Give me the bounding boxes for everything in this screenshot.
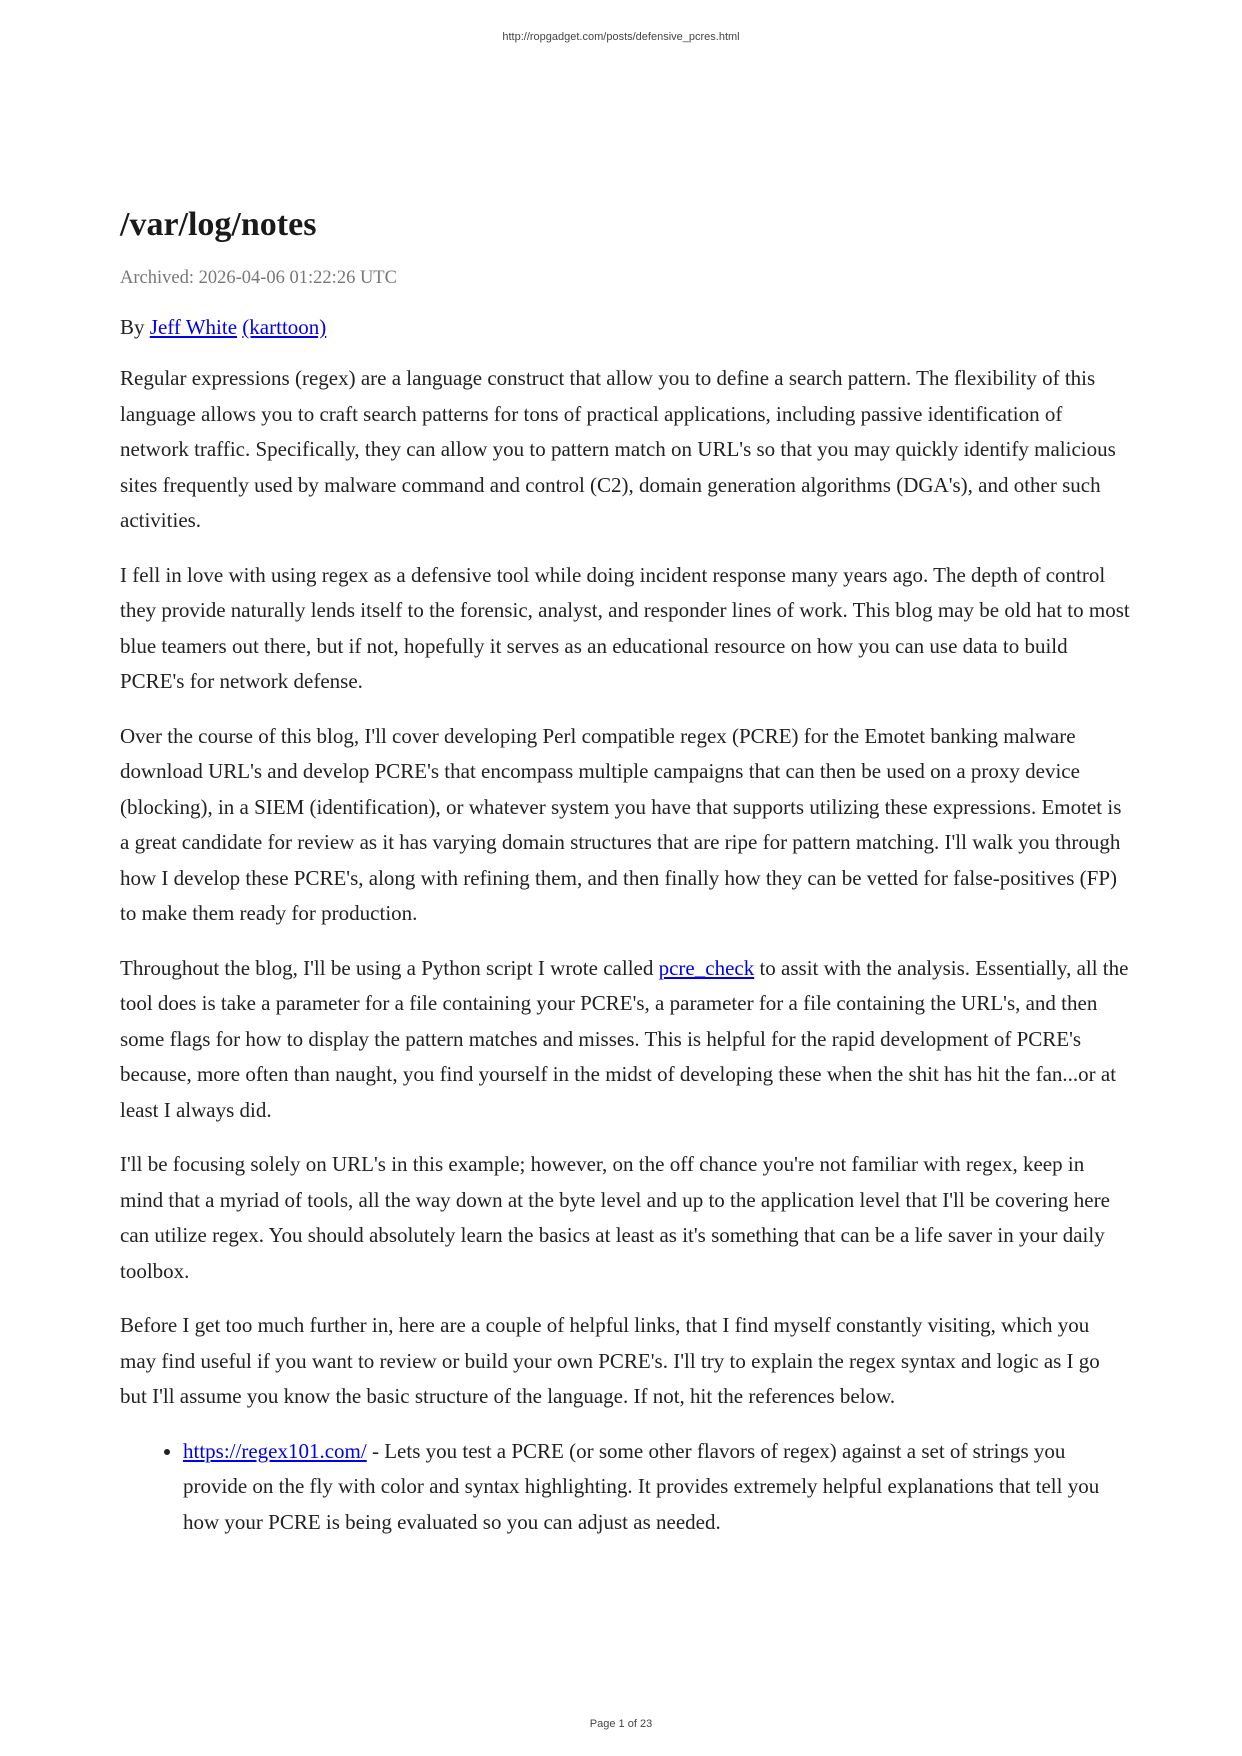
- list-item: [183, 1434, 1130, 1541]
- author-handle-link[interactable]: (karttoon): [242, 314, 327, 339]
- article: [120, 205, 1130, 1540]
- paragraph-tool-text-before: Throughout the blog, I'll be using a Python script I wrote called: [120, 955, 654, 980]
- archived-timestamp: Archived: 2026-04-06 01:22:26 UTC: [120, 267, 397, 288]
- regex101-link[interactable]: https://regex101.com/: [183, 1438, 367, 1463]
- paragraph-intro: Regular expressions (regex) are a language construct that allow you to define a search pattern. The flexibility of this language allows you to craft search patterns for tons of practical applications, including passive identification of network traffic. Specifically, they can allow you to pattern match on URL's so that you may quickly identify malicious sites frequently used by malware command and control (C2), domain generation algorithms (DGA's), and other such activities.: [120, 366, 1116, 533]
- paragraph-tool-text-after: to assit with the analysis. Essentially, all the tool does is take a parameter for a file containing your PCRE's, a parameter for a file containing the URL's, and then some flags for how to display the pattern matches and misses. This is helpful for the rapid development of PCRE's because, more often than naught, you find yourself in the midst of developing these when the shit has hit the fan...or at least I always did.: [120, 955, 1129, 1122]
- article-body: [120, 361, 1130, 1415]
- author-name-link[interactable]: Jeff White: [149, 314, 238, 339]
- page-url-header: http://ropgadget.com/posts/defensive_pcres.html: [502, 31, 740, 43]
- page-number: Page 1 of 23: [589, 1718, 653, 1730]
- paragraph-motivation: I fell in love with using regex as a defensive tool while doing incident response many years ago. The depth of control they provide naturally lends itself to the forensic, analyst, and responder lines of work. This blog may be old hat to most blue teamers out there, but if not, hopefully it serves as an educational resource on how you can use data to build PCRE's for network defense.: [120, 562, 1130, 694]
- reference-links-list: [120, 1434, 1130, 1541]
- regex101-description: - Lets you test a PCRE (or some other flavors of regex) against a set of strings you provide on the fly with color and syntax highlighting. It provides extremely helpful explanations that tell you how your PCRE is being evaluated so you can adjust as needed.: [183, 1438, 1100, 1534]
- paragraph-references: Before I get too much further in, here are a couple of helpful links, that I find myself constantly visiting, which you may find useful if you want to review or build your own PCRE's. I'll try to explain the regex syntax and logic as I go but I'll assume you know the basic structure of the language. If not, hit the references below.: [120, 1313, 1100, 1409]
- paragraph-focus: I'll be focusing solely on URL's in this example; however, on the off chance you're not familiar with regex, keep in mind that a myriad of tools, all the way down at the byte level and up to the application level that I'll be covering here can utilize regex. You should absolutely learn the basics at least as it's something that can be a life saver in your daily toolbox.: [120, 1152, 1110, 1283]
- paragraph-overview: Over the course of this blog, I'll cover developing Perl compatible regex (PCRE) for the Emotet banking malware download URL's and develop PCRE's that encompass multiple campaigns that can then be used on a proxy device (blocking), in a SIEM (identification), or whatever system you have that supports utilizing these expressions. Emotet is a great candidate for review as it has varying domain structures that are ripe for pattern matching. I'll walk you through how I develop these PCRE's, along with refining them, and then finally how they can be vetted for false-positives (FP) to make them ready for production.: [120, 723, 1122, 926]
- pcre-check-link[interactable]: pcre_check: [658, 955, 755, 980]
- paragraph-tool: [120, 951, 1130, 1129]
- byline: [120, 315, 1130, 340]
- byline-prefix: By: [120, 314, 145, 339]
- page-title: /var/log/notes: [120, 206, 317, 243]
